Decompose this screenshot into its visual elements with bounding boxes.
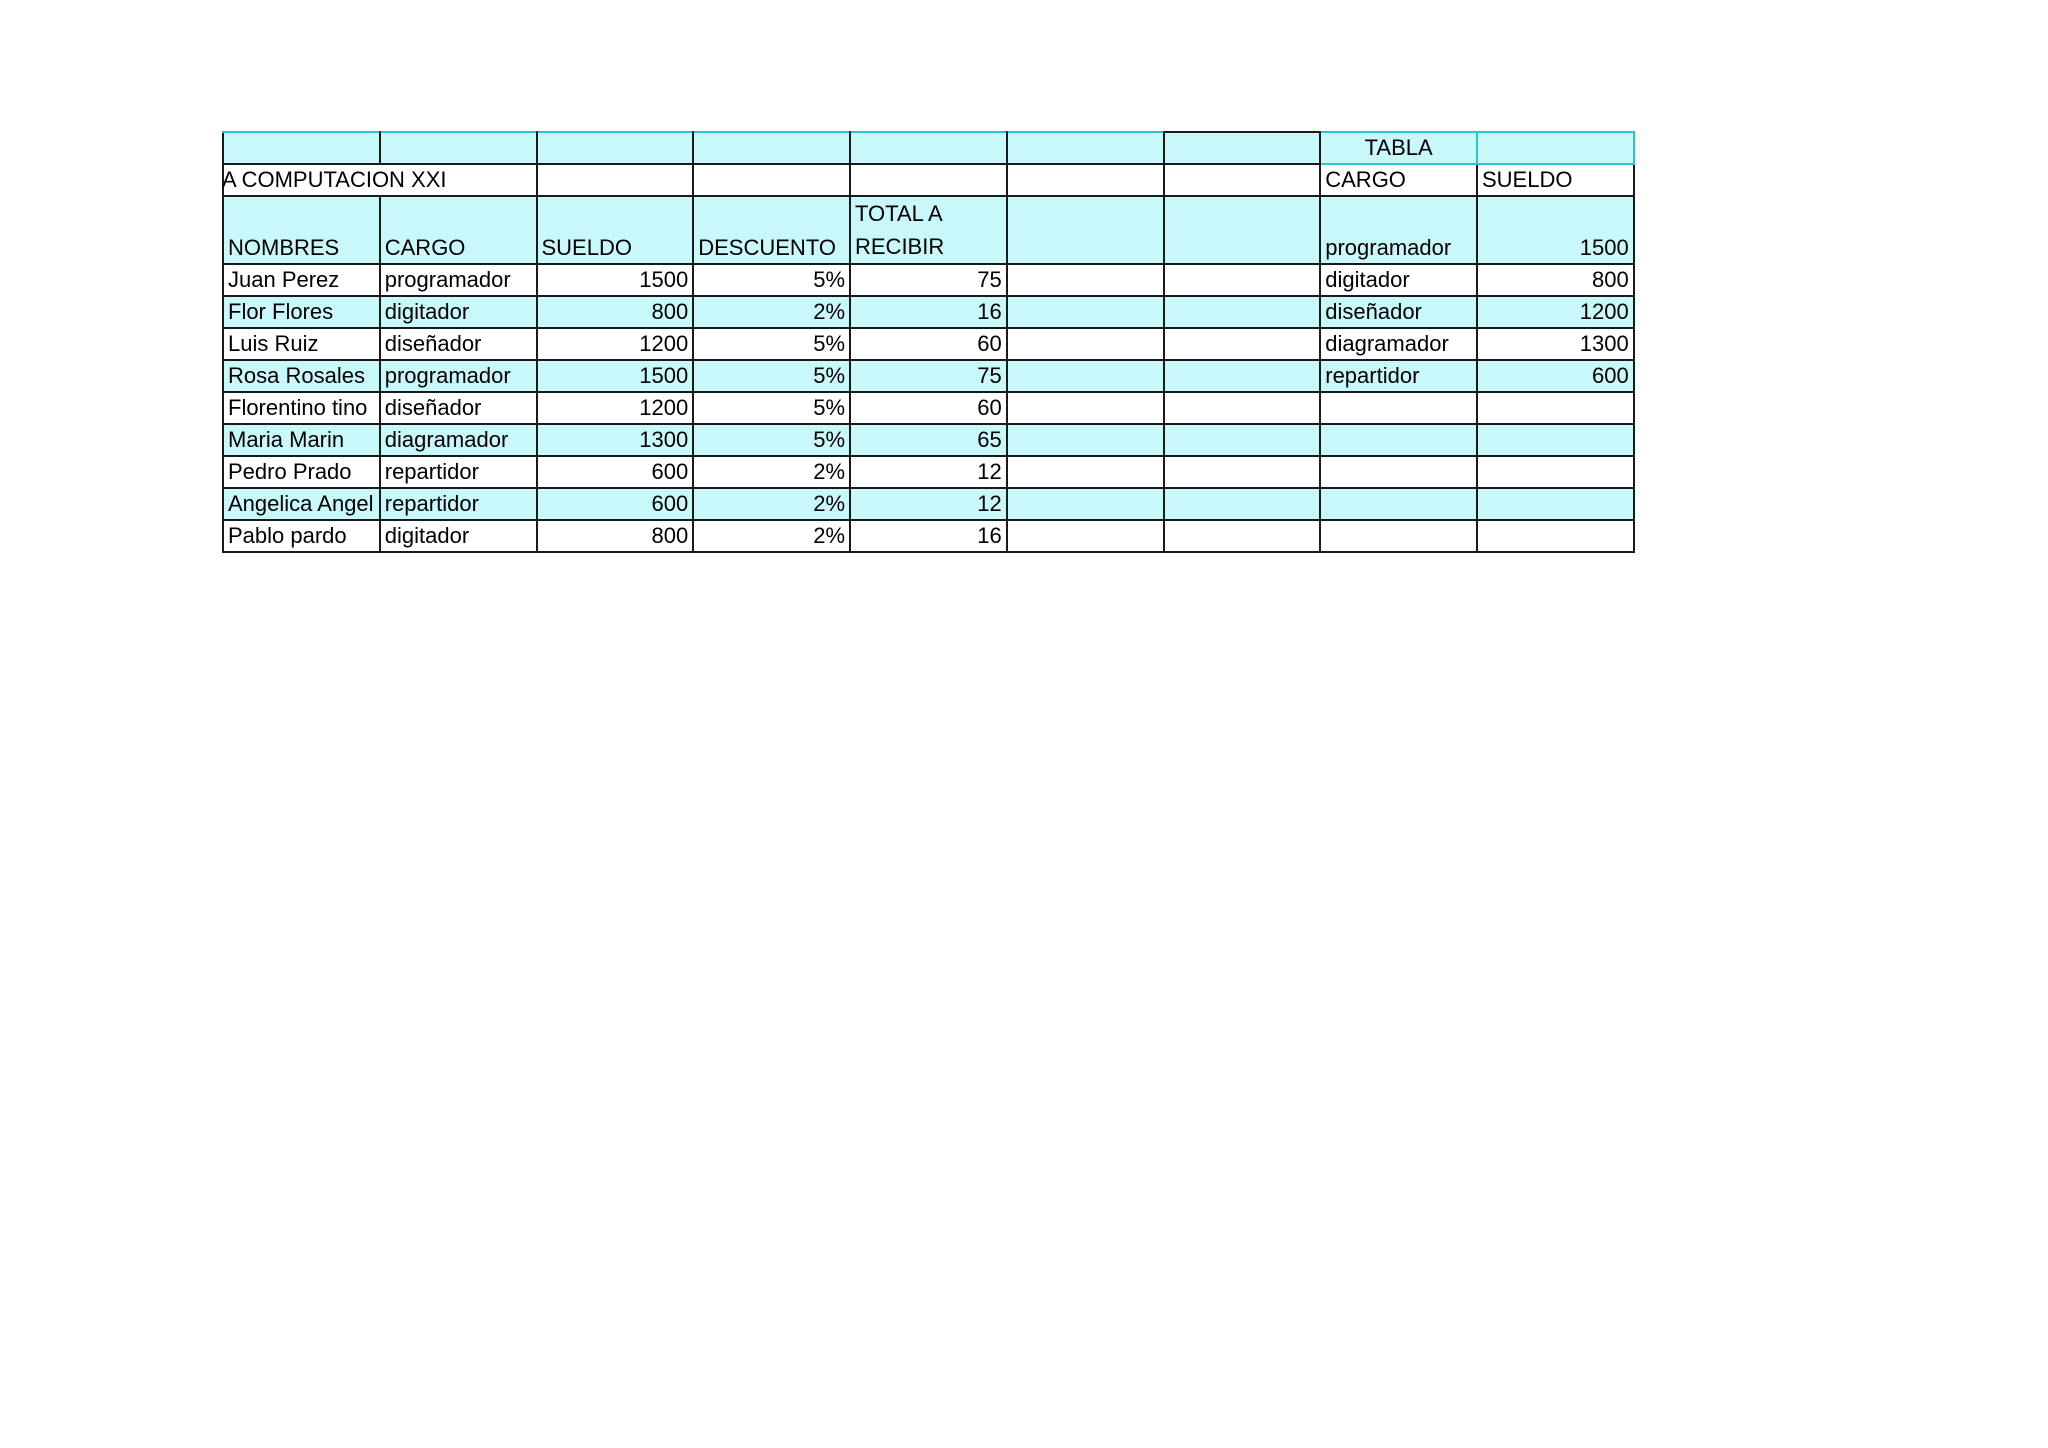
table-row	[223, 488, 1634, 520]
cell[interactable]	[693, 164, 850, 196]
cell-descuento[interactable]: 2%	[693, 456, 850, 488]
cell[interactable]	[1007, 328, 1164, 360]
cell[interactable]	[1320, 456, 1477, 488]
cell[interactable]	[1477, 424, 1634, 456]
cell-nombre[interactable]: Juan Perez	[223, 264, 380, 296]
cell-cargo[interactable]: digitador	[380, 296, 537, 328]
cell[interactable]	[1164, 360, 1321, 392]
cell[interactable]	[1007, 164, 1164, 196]
sheet-row-headers	[223, 196, 1634, 264]
cell-sueldo[interactable]: 1500	[537, 360, 694, 392]
cell[interactable]	[1477, 456, 1634, 488]
cell[interactable]	[1164, 264, 1321, 296]
cell-sueldo[interactable]: 1300	[537, 424, 694, 456]
table-row	[223, 360, 1634, 392]
header-total-line1: TOTAL A	[855, 201, 943, 226]
cell[interactable]	[1164, 328, 1321, 360]
table-row	[223, 264, 1634, 296]
cell-nombre[interactable]: Flor Flores	[223, 296, 380, 328]
cell[interactable]	[1007, 424, 1164, 456]
cell[interactable]	[537, 132, 694, 164]
cell[interactable]	[1164, 520, 1321, 552]
cell[interactable]	[1164, 132, 1321, 164]
cell-descuento[interactable]: 5%	[693, 360, 850, 392]
cell-total[interactable]: 60	[850, 392, 1007, 424]
table-row	[223, 424, 1634, 456]
cell[interactable]	[537, 164, 694, 196]
cell[interactable]	[223, 132, 380, 164]
lookup-cargo[interactable]: repartidor	[1320, 360, 1477, 392]
lookup-cargo[interactable]: digitador	[1320, 264, 1477, 296]
cell-total[interactable]: 16	[850, 520, 1007, 552]
header-descuento[interactable]: DESCUENTO	[693, 196, 850, 264]
cell[interactable]	[850, 164, 1007, 196]
header-nombres[interactable]: NOMBRES	[223, 196, 380, 264]
cell-total[interactable]: 75	[850, 264, 1007, 296]
cell-cargo[interactable]: repartidor	[380, 488, 537, 520]
lookup-header-cargo[interactable]: CARGO	[1320, 164, 1477, 196]
cell-sueldo[interactable]: 1200	[537, 328, 694, 360]
cell-total[interactable]: 16	[850, 296, 1007, 328]
lookup-cargo[interactable]: programador	[1320, 196, 1477, 264]
lookup-header-sueldo[interactable]: SUELDO	[1477, 164, 1634, 196]
cell[interactable]	[1164, 424, 1321, 456]
cell-nombre[interactable]: Maria Marin	[223, 424, 380, 456]
cell[interactable]	[850, 132, 1007, 164]
sheet-row-company	[223, 164, 1634, 196]
lookup-cargo[interactable]: diagramador	[1320, 328, 1477, 360]
cell-total[interactable]: 60	[850, 328, 1007, 360]
table-row	[223, 328, 1634, 360]
cell[interactable]	[1007, 196, 1164, 264]
cell-descuento[interactable]: 2%	[693, 520, 850, 552]
table-row	[223, 296, 1634, 328]
cell-cargo[interactable]: programador	[380, 264, 537, 296]
cell[interactable]	[1164, 392, 1321, 424]
cell-descuento[interactable]: 5%	[693, 264, 850, 296]
cell[interactable]	[1164, 296, 1321, 328]
cell-nombre[interactable]: Pedro Prado	[223, 456, 380, 488]
spreadsheet-table	[222, 131, 1635, 553]
table-row	[223, 456, 1634, 488]
lookup-cargo[interactable]: diseñador	[1320, 296, 1477, 328]
lookup-sueldo[interactable]: 1500	[1477, 196, 1634, 264]
cell-cargo[interactable]: repartidor	[380, 456, 537, 488]
cell[interactable]	[1007, 264, 1164, 296]
cell-descuento[interactable]: 2%	[693, 296, 850, 328]
cell-total[interactable]: 12	[850, 488, 1007, 520]
cell[interactable]	[1007, 392, 1164, 424]
cell-total[interactable]: 65	[850, 424, 1007, 456]
header-sueldo[interactable]: SUELDO	[537, 196, 694, 264]
lookup-sueldo[interactable]: 1300	[1477, 328, 1634, 360]
cell[interactable]	[1320, 488, 1477, 520]
cell-cargo[interactable]: diseñador	[380, 328, 537, 360]
cell-sueldo[interactable]: 1500	[537, 264, 694, 296]
cell-descuento[interactable]: 2%	[693, 488, 850, 520]
cell-cargo[interactable]: diagramador	[380, 424, 537, 456]
cell-total[interactable]: 75	[850, 360, 1007, 392]
cell[interactable]	[1007, 132, 1164, 164]
cell[interactable]	[1320, 424, 1477, 456]
cell[interactable]	[1320, 392, 1477, 424]
header-total-a-recibir[interactable]	[850, 196, 1007, 264]
cell[interactable]	[1320, 520, 1477, 552]
cell[interactable]	[1164, 456, 1321, 488]
cell-nombre[interactable]: Pablo pardo	[223, 520, 380, 552]
sheet-row-title	[223, 132, 1634, 164]
cell-total[interactable]: 12	[850, 456, 1007, 488]
lookup-sueldo[interactable]: 600	[1477, 360, 1634, 392]
lookup-table-title[interactable]: TABLA	[1320, 132, 1477, 164]
cell-descuento[interactable]: 5%	[693, 328, 850, 360]
cell[interactable]	[1164, 164, 1321, 196]
table-row	[223, 392, 1634, 424]
cell-sueldo[interactable]: 800	[537, 296, 694, 328]
header-cargo[interactable]: CARGO	[380, 196, 537, 264]
cell[interactable]	[1477, 132, 1634, 164]
header-total-line2: RECIBIR	[855, 234, 945, 259]
cell-sueldo[interactable]: 1200	[537, 392, 694, 424]
cell[interactable]	[1007, 520, 1164, 552]
cell-cargo[interactable]: diseñador	[380, 392, 537, 424]
cell[interactable]	[1007, 296, 1164, 328]
cell[interactable]	[1477, 488, 1634, 520]
table-row	[223, 520, 1634, 552]
lookup-sueldo[interactable]: 1200	[1477, 296, 1634, 328]
cell-nombre[interactable]: Rosa Rosales	[223, 360, 380, 392]
cell-nombre[interactable]: Luis Ruiz	[223, 328, 380, 360]
cell[interactable]	[1164, 196, 1321, 264]
cell[interactable]	[1477, 520, 1634, 552]
cell-cargo[interactable]: digitador	[380, 520, 537, 552]
cell[interactable]	[1007, 360, 1164, 392]
cell[interactable]	[1007, 488, 1164, 520]
cell[interactable]	[1477, 392, 1634, 424]
cell[interactable]	[380, 132, 537, 164]
cell-sueldo[interactable]: 600	[537, 488, 694, 520]
lookup-sueldo[interactable]: 800	[1477, 264, 1634, 296]
cell-nombre[interactable]: Florentino tino	[223, 392, 380, 424]
cell-nombre[interactable]: Angelica Angel	[223, 488, 380, 520]
cell-sueldo[interactable]: 600	[537, 456, 694, 488]
company-title[interactable]: A COMPUTACION XXI	[223, 164, 537, 196]
cell-cargo[interactable]: programador	[380, 360, 537, 392]
cell-sueldo[interactable]: 800	[537, 520, 694, 552]
cell-descuento[interactable]: 5%	[693, 424, 850, 456]
cell[interactable]	[1164, 488, 1321, 520]
cell[interactable]	[1007, 456, 1164, 488]
cell-descuento[interactable]: 5%	[693, 392, 850, 424]
cell[interactable]	[693, 132, 850, 164]
